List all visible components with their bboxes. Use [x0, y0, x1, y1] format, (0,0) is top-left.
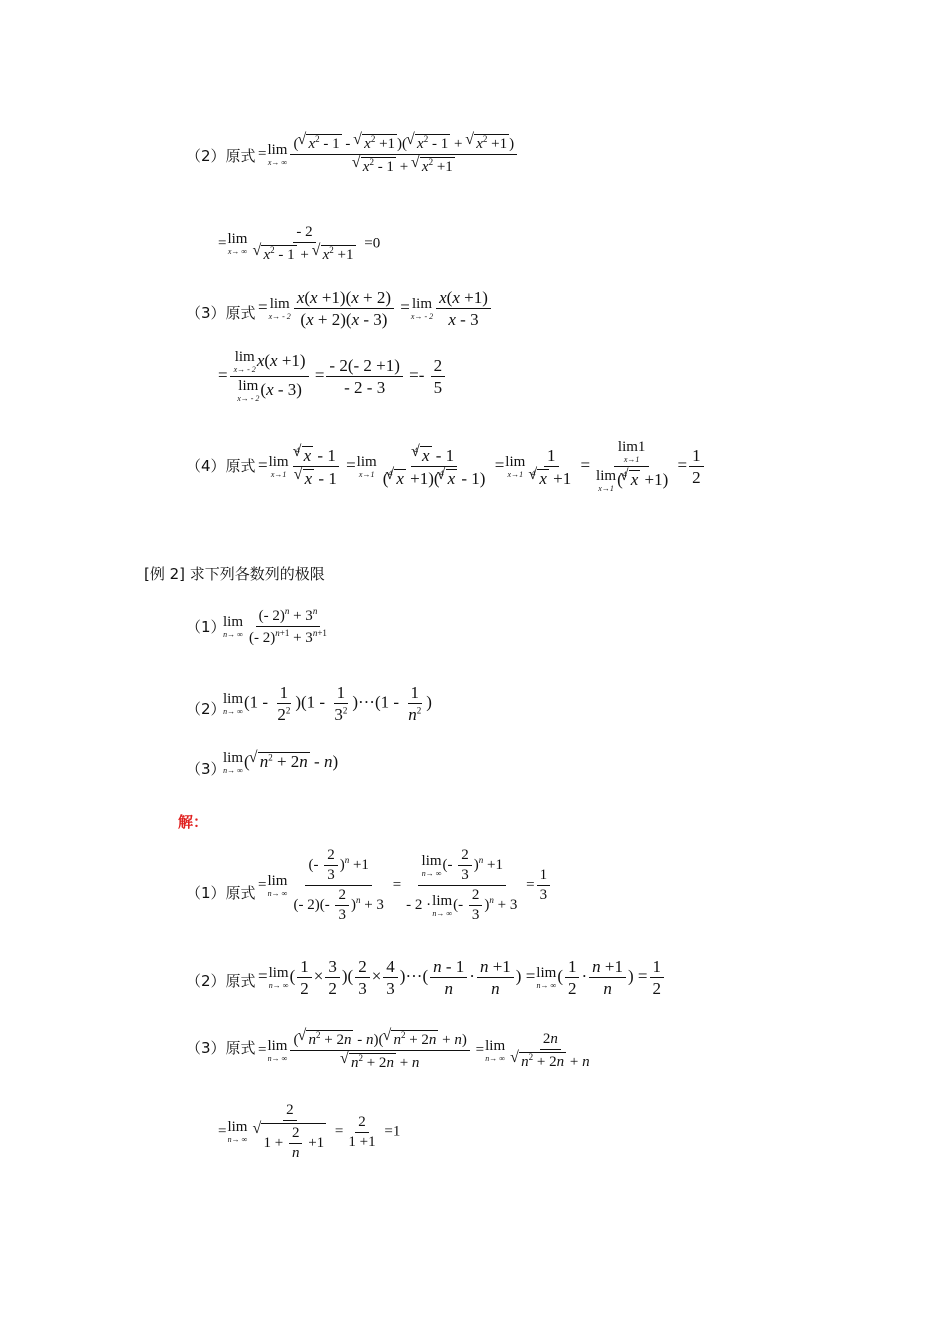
- solution-3-line1: = lim n→ ∞ (√ $n^2 + 2n - n)(√$ $n^2 + 2n + n$) √ $n^2 + 2n + n$ = lim n→ ∞ 2n √ $n^2 + 2n + n$: [258, 1030, 595, 1071]
- example-2-title: [例 2] 求下列各数列的极限: [144, 565, 325, 583]
- label-q2: （2）: [186, 700, 226, 718]
- lim-operator: lim x→ ∞: [227, 231, 248, 256]
- fraction: - 2 √ $x^2 - 1$ + √ $x^2 +1$: [250, 225, 358, 263]
- question-3-formula: lim n→ ∞ (√ $n^2 + 2n - n$): [222, 751, 338, 775]
- solution-1-formula: = lim n→ ∞ (- $\frac{2}{3}$ )$^n$ +1 (- 2)(- $\frac{2}{3}$ )$^n$ + 3 = lim n→ ∞ (- $\frac{2}{3}$ )$^n$ +1 - 2 · lim n→ ∞ (- $\frac{2}{3}$ )$^n$ + 3 = $\frac{1}{3}$: [258, 848, 552, 923]
- label-s1: （1）原式: [186, 884, 256, 902]
- label-q3: （3）: [186, 760, 226, 778]
- question-1-formula: lim n→ ∞ $\frac{(- 2)^n + 3^n}{(- 2)^{n+1} + 3^{n+1}}$: [223, 606, 327, 646]
- formula-p2-line2: = lim x→ ∞ - 2 √ $x^2 - 1$ + √ $x^2 +1$ =0: [218, 225, 380, 263]
- fraction: (√ $x^2 - 1$ - √ $x^2 +1$ )(√ $x^2 - 1$ + √ $x^2 +1$ ) √ $x^2 - 1$ + √ $x^2 +1$: [290, 134, 517, 175]
- label-p2: （2）原式: [186, 147, 256, 165]
- solution-label: 解：: [178, 813, 209, 831]
- solution-2-formula: = lim n→ ∞ ( $\frac{1}{2}$ × $\frac{3}{2}$ )( $\frac{2}{3}$ × $\frac{4}{3}$ )···( $\frac{n - 1}{n}$ · $\frac{n +1}{n}$ ) = lim n→ ∞ ( $\frac{1}{2}$ · $\frac{n +1}{n}$ ) = $\frac{1}{2}$: [258, 958, 666, 997]
- question-2-formula: lim n→ ∞ (1 - $\frac{1}{2^2}$ )(1 - $\frac{1}{3^2}$ )···(1 - $\frac{1}{n^2}$ ): [223, 683, 432, 724]
- formula-p3-line2: = lim x→ - 2 x(x +1) lim x→ - 2 (x - 3) = $\frac{- 2(- 2 +1)}{- 2 - 3}$ =- $\frac{2}{5}$: [218, 350, 447, 403]
- lim-operator: lim x→ ∞: [267, 141, 288, 167]
- formula-p3-line1: = lim x→ - 2 $\frac{x(x +1)(x + 2)}{(x + 2)(x - 3)}$ = lim x→ - 2 $\frac{x(x +1)}{x - 3}$: [258, 289, 493, 328]
- label-p4: （4）原式: [186, 457, 256, 475]
- label-s3: （3）原式: [186, 1039, 256, 1057]
- label-q1: （1）: [186, 618, 226, 636]
- formula-p4: = lim x→1 $^4$√ x - 1 √ x - 1 = lim x→1 $\frac{^4√ x - 1}{(^4√ x +1)(^4√ x - 1)}$ = lim x→1 $\frac{1}{^4√ x +1}$ = lim1 x→1 lim x→1 ($^4$√ x +1) = $\frac{1}{2}$: [258, 440, 706, 493]
- formula-p2-line1: = lim x→ ∞ (√ $x^2 - 1$ - √ $x^2 +1$ )(√ $x^2 - 1$ + √ $x^2 +1$ ) √ $x^2 - 1$ + √ $x^2 +1$: [258, 134, 519, 175]
- label-s2: （2）原式: [186, 972, 256, 990]
- solution-3-line2: = lim n→ ∞ 2 √ 1 + $\frac{2}{n}$ +1 = $\frac{2}{1 +1}$ =1: [218, 1103, 400, 1161]
- label-p3: （3）原式: [186, 304, 256, 322]
